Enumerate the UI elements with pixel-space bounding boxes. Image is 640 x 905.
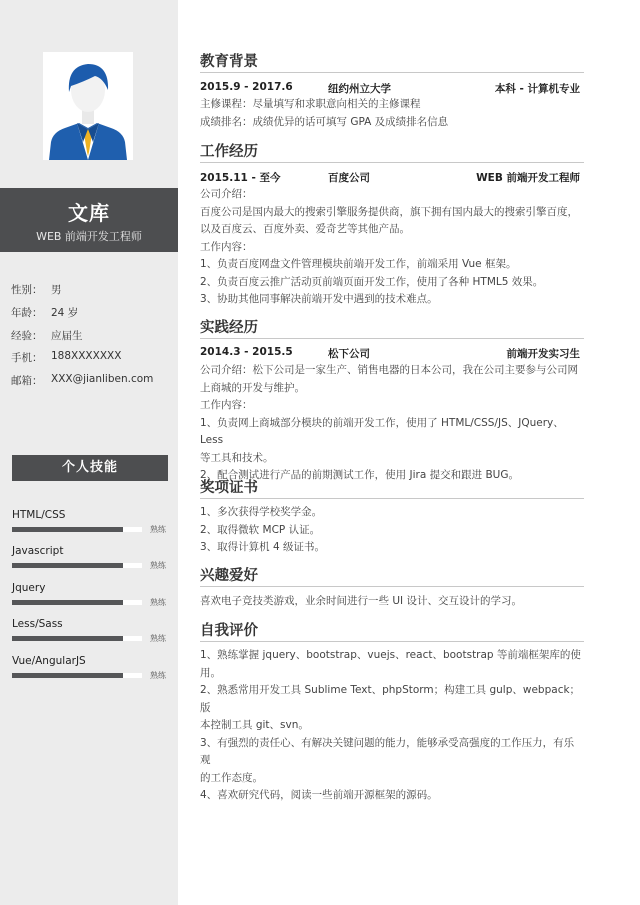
work-details: [200, 186, 584, 309]
skill-name: Less/Sass: [12, 618, 63, 630]
section-title-education: 教育背景: [200, 54, 258, 70]
avatar-person-icon: [43, 52, 133, 160]
skill-name: HTML/CSS: [12, 509, 66, 521]
info-label: 年龄：: [11, 307, 43, 319]
skill-bar-fill: [12, 600, 123, 605]
skill-bar-track: [12, 636, 142, 641]
section-divider: [200, 162, 584, 163]
section-title-awards: 奖项证书: [200, 480, 258, 496]
skill-name: Vue/AngularJS: [12, 655, 86, 667]
text-line: 主修课程：尽量填写和求职意向相关的主修课程: [200, 98, 421, 110]
text-line: 公司介绍：松下公司是一家生产、销售电器的日本公司，我在公司主要参与公司网: [200, 364, 578, 376]
practice-role: 前端开发实习生: [506, 348, 580, 360]
education-degree: 本科 - 计算机专业: [494, 83, 580, 95]
text-line: 2、熟悉常用开发工具 Sublime Text、phpStorm；构建工具 gulp、webpack；版: [200, 684, 581, 714]
job-title: WEB 前端开发工程师: [36, 230, 142, 243]
info-value: 男: [51, 284, 62, 296]
practice-period: 2014.3 - 2015.5: [200, 346, 293, 358]
skill-name: Javascript: [12, 545, 64, 557]
text-line: 1、熟练掌握 jquery、bootstrap、vuejs、react、bootstrap 等前端框架库的使: [200, 649, 581, 661]
skill-bar-track: [12, 563, 142, 568]
skill-item: [12, 582, 168, 612]
text-line: 以及百度云、百度外卖、爱奇艺等其他产品。: [200, 223, 410, 235]
section-title-hobbies: 兴趣爱好: [200, 568, 258, 584]
info-value: 24 岁: [51, 307, 79, 319]
text-line: 上商城的开发与维护。: [200, 381, 305, 394]
education-period: 2015.9 - 2017.6: [200, 81, 293, 93]
skill-level-label: 熟练: [150, 525, 166, 534]
skill-item: [12, 545, 168, 575]
text-line: 1、负责网上商城部分模块的前端开发工作，使用了 HTML/CSS/JS、JQuery、Less: [200, 416, 564, 446]
section-divider: [200, 72, 584, 73]
skill-bar-fill: [12, 563, 123, 568]
skills-title: 个人技能: [12, 455, 168, 481]
section-title-self-eval: 自我评价: [200, 623, 258, 639]
info-value: 188XXXXXXX: [51, 350, 122, 362]
text-line: 工作内容：: [200, 399, 253, 411]
text-line: 2、负责百度云推广活动页前端页面开发工作，使用了各种 HTML5 效果。: [200, 275, 544, 288]
text-line: 3、协助其他同事解决前端开发中遇到的技术难点。: [200, 293, 438, 305]
text-line: 4、喜欢研究代码，阅读一些前端开源框架的源码。: [200, 789, 438, 801]
skill-level-label: 熟练: [150, 598, 166, 607]
sidebar: [0, 0, 178, 905]
self-eval-details: [200, 647, 584, 805]
skill-name: Jquery: [12, 582, 46, 594]
text-line: 等工具和技术。: [200, 451, 274, 464]
skill-bar-fill: [12, 673, 123, 678]
avatar: [43, 52, 133, 160]
section-divider: [200, 338, 584, 339]
education-details: [200, 96, 584, 131]
text-line: 工作内容：: [200, 240, 253, 253]
info-label: 经验：: [11, 330, 43, 342]
info-label: 邮箱：: [11, 375, 43, 387]
skill-item: [12, 618, 168, 648]
text-line: 1、负责百度网盘文件管理模块前端开发工作，前端采用 Vue 框架。: [200, 258, 517, 270]
text-line: 百度公司是国内最大的搜索引擎服务提供商，旗下拥有国内最大的搜索引擎百度，: [200, 205, 578, 218]
education-school: 纽约州立大学: [328, 83, 391, 95]
skill-item: [12, 655, 168, 685]
skill-level-label: 熟练: [150, 634, 166, 643]
work-company: 百度公司: [328, 172, 370, 184]
text-line: 1、多次获得学校奖学金。: [200, 506, 323, 518]
text-line: 2、配合测试进行产品的前期测试工作，使用 Jira 提交和跟进 BUG。: [200, 469, 519, 481]
text-line: 公司介绍：: [200, 188, 253, 200]
info-label: 手机：: [11, 352, 43, 364]
work-period: 2015.11 - 至今: [200, 172, 281, 184]
section-divider: [200, 641, 584, 642]
skill-bar-track: [12, 527, 142, 532]
skill-item: [12, 509, 168, 539]
info-value: 应届生: [51, 330, 83, 342]
info-value: XXX@jianliben.com: [51, 373, 154, 385]
skill-level-label: 熟练: [150, 671, 166, 680]
text-line: 成绩排名：成绩优异的话可填写 GPA 及成绩排名信息: [200, 115, 449, 128]
info-label: 性别：: [11, 284, 43, 296]
person-name: 文库: [68, 201, 110, 225]
skill-level-label: 熟练: [150, 561, 166, 570]
text-line: 本控制工具 git、svn。: [200, 719, 309, 731]
skill-bar-fill: [12, 527, 123, 532]
text-line: 3、取得计算机 4 级证书。: [200, 541, 326, 553]
text-line: 2、取得微软 MCP 认证。: [200, 523, 321, 536]
text-line: 3、有强烈的责任心、有解决关键问题的能力，能够承受高强度的工作压力，有乐观: [200, 736, 575, 766]
text-line: 用。: [200, 666, 221, 679]
section-title-practice: 实践经历: [200, 320, 258, 336]
practice-company: 松下公司: [328, 348, 370, 360]
name-band: [0, 188, 178, 252]
text-line: 喜欢电子竞技类游戏，业余时间进行一些 UI 设计、交互设计的学习。: [200, 595, 522, 607]
hobbies-details: [200, 593, 584, 611]
practice-details: [200, 362, 584, 485]
section-divider: [200, 498, 584, 499]
skill-bar-fill: [12, 636, 123, 641]
main-content: [200, 0, 590, 905]
section-divider: [200, 586, 584, 587]
awards-details: [200, 504, 584, 557]
text-line: 的工作态度。: [200, 771, 263, 784]
work-role: WEB 前端开发工程师: [476, 172, 580, 184]
skill-bar-track: [12, 600, 142, 605]
section-title-work: 工作经历: [200, 144, 258, 160]
skill-bar-track: [12, 673, 142, 678]
